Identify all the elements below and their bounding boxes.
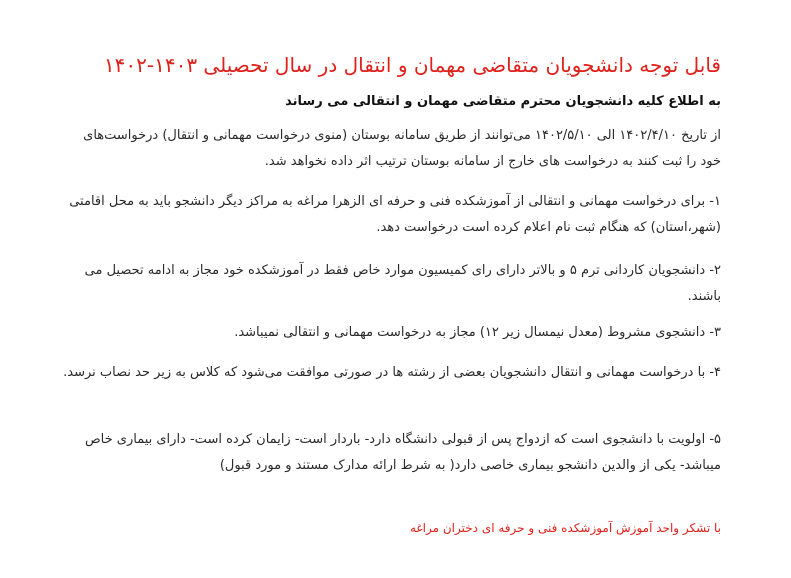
rule-item-4: ۴- با درخواست مهمانی و انتقال دانشجویان بعضی از رشته ها در صورتی موافقت می‌شود که کلاس به زیر حد نصاب نرسد. xyxy=(63,365,721,380)
page-title: قابل توجه دانشجویان متقاضی مهمان و انتقال در سال تحصیلی ۱۴۰۳-۱۴۰۲ xyxy=(103,53,721,77)
rule-item-5: ۵- اولویت با دانشجوی است که ازدواج پس از قبولی دانشگاه دارد- باردار است- زایمان کرده است- دارای بیماری خاص میباشد- یکی از والدین دانشجو بیماری خاصی دارد( به شرط ارائه مدارک مستند و مورد قبول) xyxy=(84,432,721,473)
intro-paragraph: از تاریخ ۱۴۰۲/۴/۱۰ الی ۱۴۰۲/۵/۱۰ می‌توانند از طریق سامانه بوستان (منوی درخواست مهمانی و انتقال) درخواست‌های خود را ثبت کنند به درخواست های خارج از سامانه بوستان ترتیب اثر داده نخواهد شد. xyxy=(83,128,721,169)
footer-signature: با تشکر واحد آموزش آموزشکده فنی و حرفه ای دختران مراغه xyxy=(409,521,721,535)
rule-item-1: ۱- برای درخواست مهمانی و انتقالی از آموزشکده فنی و حرفه ای الزهرا مراغه به مراکز دیگر دانشجو باید به محل اقامتی (شهر،استان) که هنگام ثبت نام اعلام کرده است درخواست دهد. xyxy=(69,194,721,235)
rule-item-2: ۲- دانشجویان کاردانی ترم ۵ و بالاتر دارای رای کمیسیون موارد خاص فقط در آموزشکده خود مجاز به ادامه تحصیل می باشند. xyxy=(84,263,721,304)
page-subtitle: به اطلاع کلیه دانشجویان محترم متقاضی مهمان و انتقالی می رساند xyxy=(285,94,721,109)
rule-item-3: ۳- دانشجوی مشروط (معدل نیمسال زیر ۱۲) مجاز به درخواست مهمانی و انتقالی نمیباشد. xyxy=(234,325,721,340)
